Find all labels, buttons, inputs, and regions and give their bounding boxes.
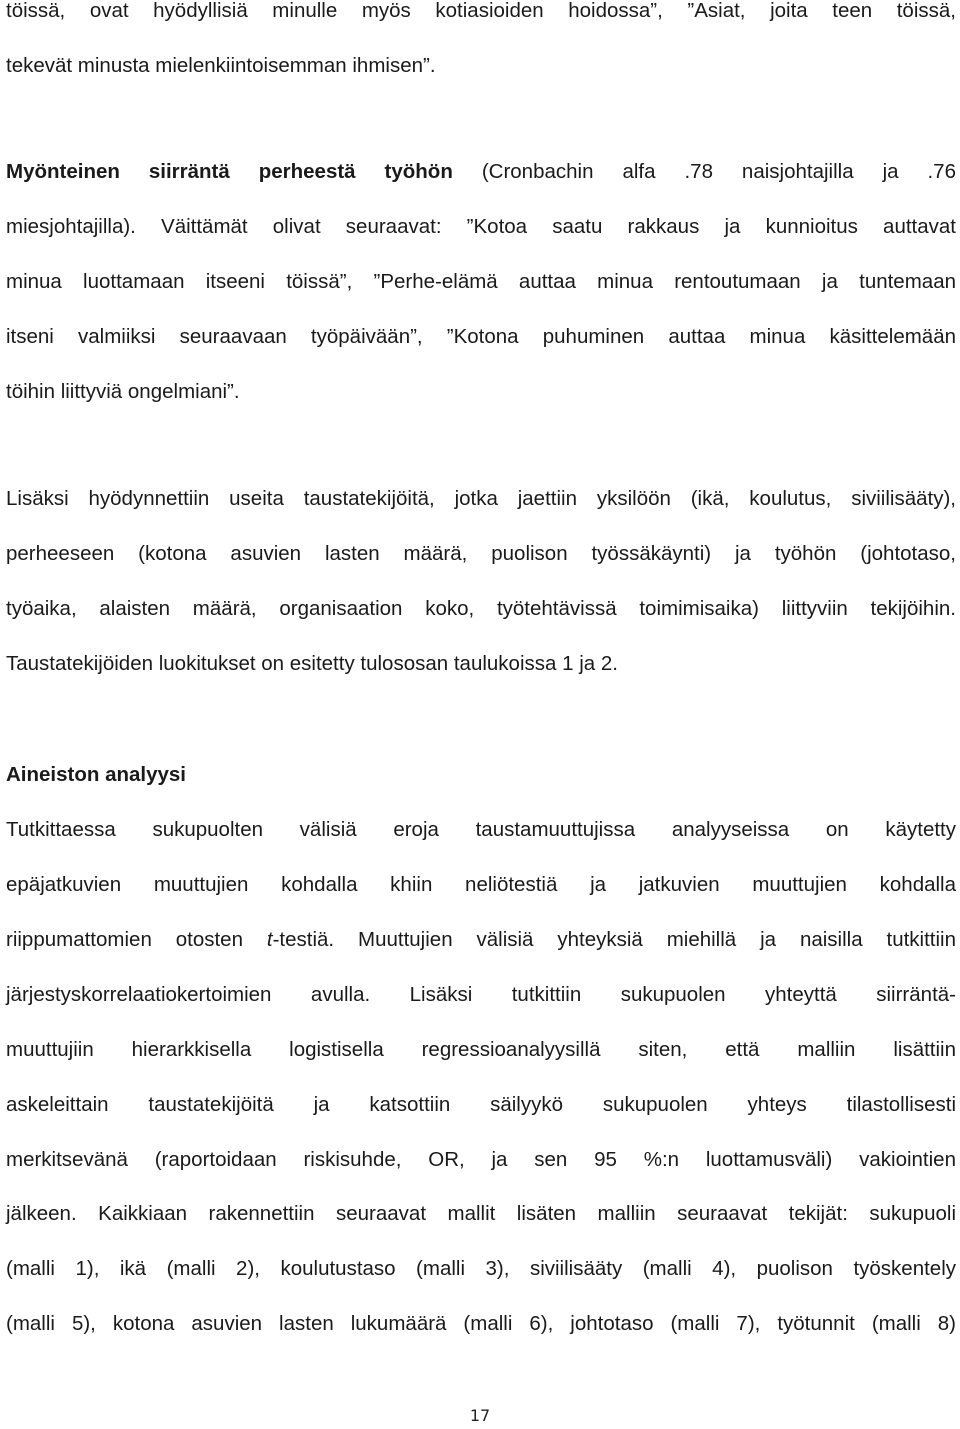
text-line: (malli 5), kotona asuvien lasten lukumäärä (malli 6), johtotaso (malli 7), työtunnit (malli 8) — [6, 1312, 956, 1335]
text-line: töissä, ovat hyödyllisiä minulle myös kotiasioiden hoidossa”, ”Asiat, joita teen töissä, — [6, 0, 956, 22]
text-span: -testiä. Muuttujien välisiä yhteyksiä miehillä ja naisilla tutkittiin — [272, 928, 957, 951]
text-line: järjestyskorrelaatiokertoimien avulla. Lisäksi tutkittiin sukupuolen yhteyttä siirräntä- — [6, 983, 956, 1006]
text-line: tekevät minusta mielenkiintoisemman ihmisen”. — [6, 54, 436, 77]
text-line: Taustatekijöiden luokitukset on esitetty tulososan taulukoissa 1 ja 2. — [6, 652, 618, 675]
text-line — [6, 157, 956, 187]
text-line: muuttujiin hierarkkisella logistisella regressioanalyysillä siten, että malliin lisättiin — [6, 1038, 956, 1061]
text-line: perheeseen (kotona asuvien lasten määrä, puolison työssäkäynti) ja työhön (johtotaso, — [6, 542, 956, 565]
section-heading: Aineiston analyysi — [6, 763, 187, 786]
text-line: työaika, alaisten määrä, organisaation koko, työtehtävissä toimimisaika) liittyviin tekijöihin. — [6, 597, 956, 620]
text-line — [6, 925, 956, 955]
text-line: askeleittain taustatekijöitä ja katsottiin säilyykö sukupuolen yhteys tilastollisesti — [6, 1093, 956, 1116]
text-line: merkitsevänä (raportoidaan riskisuhde, OR, ja sen 95 %:n luottamusväli) vakiointien — [6, 1148, 956, 1171]
text-span: (Cronbachin alfa .78 naisjohtajilla ja .76 — [452, 160, 956, 183]
text-line: jälkeen. Kaikkiaan rakennettiin seuraavat mallit lisäten malliin seuraavat tekijät: sukupuoli — [6, 1202, 956, 1225]
text-line: Tutkittaessa sukupuolten välisiä eroja taustamuuttujissa analyyseissa on käytetty — [6, 818, 956, 841]
text-line: miesjohtajilla). Väittämät olivat seuraavat: ”Kotoa saatu rakkaus ja kunnioitus auttavat — [6, 215, 956, 238]
text-line: (malli 1), ikä (malli 2), koulutustaso (malli 3), siviilisääty (malli 4), puolison työskentely — [6, 1257, 956, 1280]
term-bold: Myönteinen siirräntä perheestä työhön — [6, 160, 453, 183]
text-line: epäjatkuvien muuttujien kohdalla khiin neliötestiä ja jatkuvien muuttujien kohdalla — [6, 873, 956, 896]
text-line: töihin liittyviä ongelmiani”. — [6, 380, 240, 403]
text-line: minua luottamaan itseeni töissä”, ”Perhe-elämä auttaa minua rentoutumaan ja tuntemaan — [6, 270, 956, 293]
text-line: itseni valmiiksi seuraavaan työpäivään”, ”Kotona puhuminen auttaa minua käsittelemään — [6, 325, 956, 348]
page-number: 17 — [469, 1406, 491, 1425]
text-line: Lisäksi hyödynnettiin useita taustatekijöitä, jotka jaettiin yksilöön (ikä, koulutus, siviilisääty), — [6, 487, 956, 510]
text-span: riippumattomien otosten — [6, 928, 267, 951]
italic-t: t — [266, 928, 273, 951]
